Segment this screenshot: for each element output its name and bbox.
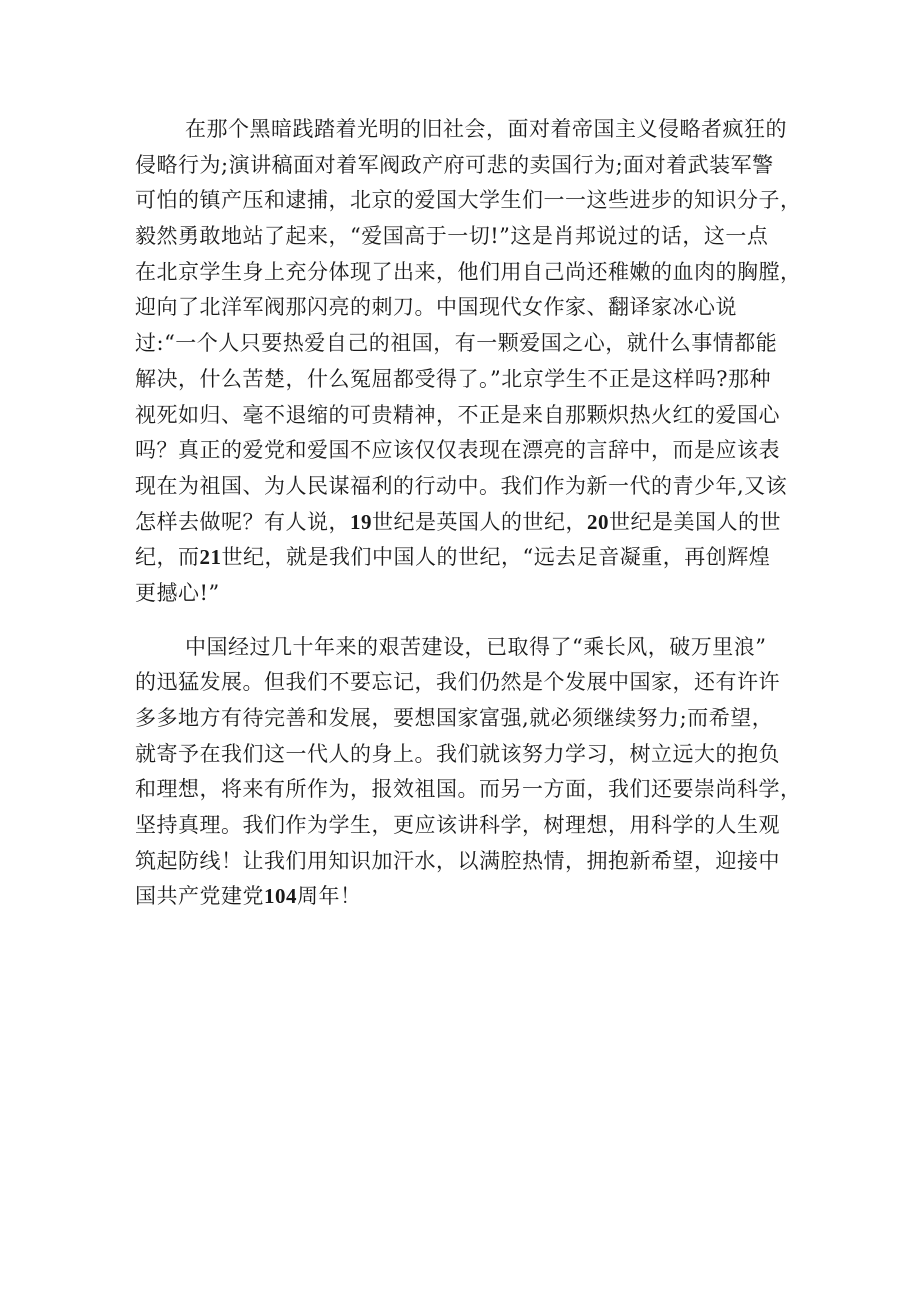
paragraph-line: 侵略行为;演讲稿面对着军阀政产府可悲的卖国行为;面对着武装军警 [135, 152, 774, 177]
paragraph-line: 和理想，将来有所作为，报效祖国。而另一方面，我们还要崇尚科学， [135, 777, 802, 802]
paragraph-1 [135, 112, 802, 612]
paragraph-line: 更撼心!” [135, 580, 220, 605]
paragraph-line: 毅然勇敢地站了起来，“爱国高于一切!”这是肖邦说过的话，这一点 [135, 224, 769, 249]
numeral: 19 [350, 509, 372, 534]
paragraph-line: 解决，什么苦楚，什么冤屈都受得了。”北京学生不正是这样吗?那种 [135, 366, 771, 391]
document-body [135, 112, 802, 915]
paragraph-line: 纪，而21世纪，就是我们中国人的世纪，“远去足音凝重，再创辉煌 [135, 545, 771, 570]
paragraph-line: 过:“一个人只要热爱自己的祖国，有一颗爱国之心，就什么事情都能 [135, 331, 778, 356]
paragraph-line: 视死如归、毫不退缩的可贵精神，不正是来自那颗炽热火红的爱国心 [135, 402, 780, 427]
numeral: 21 [199, 545, 222, 570]
paragraph-line: 在那个黑暗践踏着光明的旧社会，面对着帝国主义侵略者疯狂的 [185, 117, 787, 141]
numeral: 20 [587, 509, 609, 534]
paragraph-2 [135, 630, 802, 916]
paragraph-line: 就寄予在我们这一代人的身上。我们就该努力学习，树立远大的抱负 [135, 741, 780, 766]
paragraph-line: 国共产党建党104周年！ [135, 884, 362, 909]
paragraph-line: 可怕的镇产压和逮捕，北京的爱国大学生们一一这些进步的知识分子， [135, 188, 802, 213]
paragraph-line: 坚持真理。我们作为学生，更应该讲科学，树理想，用科学的人生观 [135, 813, 780, 838]
paragraph-line: 中国经过几十年来的艰苦建设，已取得了“乘长风，破万里浪” [185, 634, 767, 659]
paragraph-line: 在北京学生身上充分体现了出来，他们用自己尚还稚嫩的血肉的胸膛， [135, 259, 802, 284]
paragraph-line: 筑起防线！让我们用知识加汗水，以满腔热情，拥抱新希望，迎接中 [135, 848, 780, 873]
numeral: 104 [264, 884, 297, 909]
paragraph-line: 多多地方有待完善和发展，要想国家富强,就必须继续努力;而希望， [135, 706, 774, 730]
paragraph-line: 的迅猛发展。但我们不要忘记，我们仍然是个发展中国家，还有许许 [135, 670, 780, 695]
paragraph-line: 怎样去做呢？有人说，19世纪是英国人的世纪，20世纪是美国人的世 [135, 509, 781, 534]
paragraph-line: 迎向了北洋军阀那闪亮的刺刀。中国现代女作家、翻译家冰心说 [135, 295, 737, 320]
paragraph-line: 吗？真正的爱党和爱国不应该仅仅表现在漂亮的言辞中，而是应该表 [135, 438, 780, 463]
paragraph-line: 现在为祖国、为人民谋福利的行动中。我们作为新一代的青少年,又该 [135, 473, 788, 498]
paragraph-spacer [135, 612, 795, 630]
